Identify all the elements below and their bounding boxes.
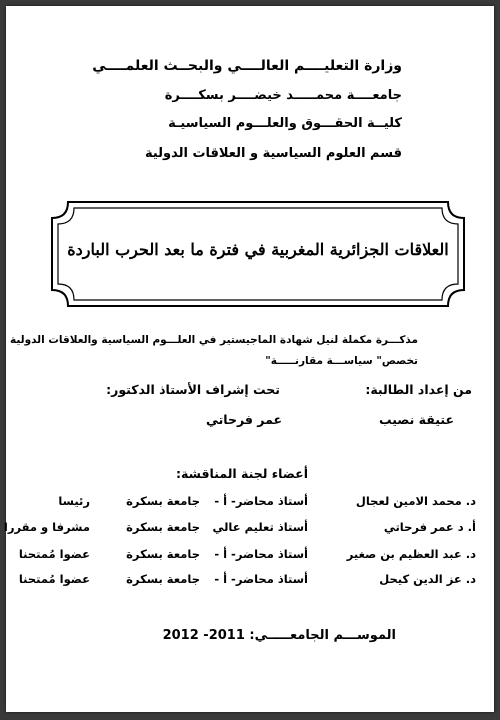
academic-year: الموســـم الجامعـــــي: 2011- 2012: [162, 628, 396, 643]
department-line: قسم العلوم السياسية و العلاقات الدولية: [144, 146, 402, 161]
member-role: عضوا مُمتحنا: [18, 547, 90, 561]
member-rank: أستاذ محاضر- أ -: [214, 572, 308, 586]
member-role: رئيسا: [58, 494, 90, 508]
title-frame: [50, 200, 466, 308]
committee-row: [6, 494, 494, 514]
member-rank: أستاذ محاضر- أ -: [214, 494, 308, 508]
faculty-line: كليــة الحقـــوق والعلـــوم السياسيـة: [168, 116, 402, 131]
member-role: مشرفا و مقررا: [3, 520, 90, 534]
committee-row: [6, 547, 494, 567]
member-name: د. محمد الامين لعجال: [355, 494, 476, 508]
supervisor-name: عمر فرحاتي: [205, 412, 282, 427]
student-label: من إعداد الطالبة:: [365, 382, 472, 397]
university-line: جامعــــة محمـــــد خيضــــر بسكــــرة: [164, 88, 402, 103]
supervisor-label: تحت إشراف الأستاذ الدكتور:: [106, 382, 280, 397]
student-name: عتيقة نصيب: [378, 412, 454, 427]
member-name: أ. د عمر فرحاتي: [383, 520, 476, 534]
ministry-line: وزارة التعليــــم العالــــي والبحــث العلمــــي: [92, 58, 402, 74]
member-rank: أستاذ محاضر- أ -: [214, 547, 308, 561]
member-university: جامعة بسكرة: [126, 572, 200, 586]
document-page: [3, 6, 494, 712]
thesis-title: العلاقات الجزائرية المغربية في فترة ما بعد الحرب الباردة: [67, 240, 449, 259]
member-name: د. عز الدين كيحل: [379, 572, 476, 586]
committee-heading: أعضاء لجنة المناقشة:: [176, 466, 308, 481]
member-university: جامعة بسكرة: [126, 494, 200, 508]
member-rank: أستاذ تعليم عالي: [212, 520, 308, 534]
member-university: جامعة بسكرة: [126, 547, 200, 561]
member-name: د. عبد العظيم بن صغير: [346, 547, 476, 561]
memo-line: مذكـــرة مكملة لنيل شهادة الماجيستير في العلـــوم السياسية والعلاقات الدولية: [9, 334, 418, 346]
specialty-line: تخصص" سياســـة مقارنـــــة": [265, 355, 418, 367]
committee-row: [6, 572, 494, 592]
member-role: عضوا مُمتحنا: [18, 572, 90, 586]
committee-row: [3, 520, 494, 540]
member-university: جامعة بسكرة: [126, 520, 200, 534]
